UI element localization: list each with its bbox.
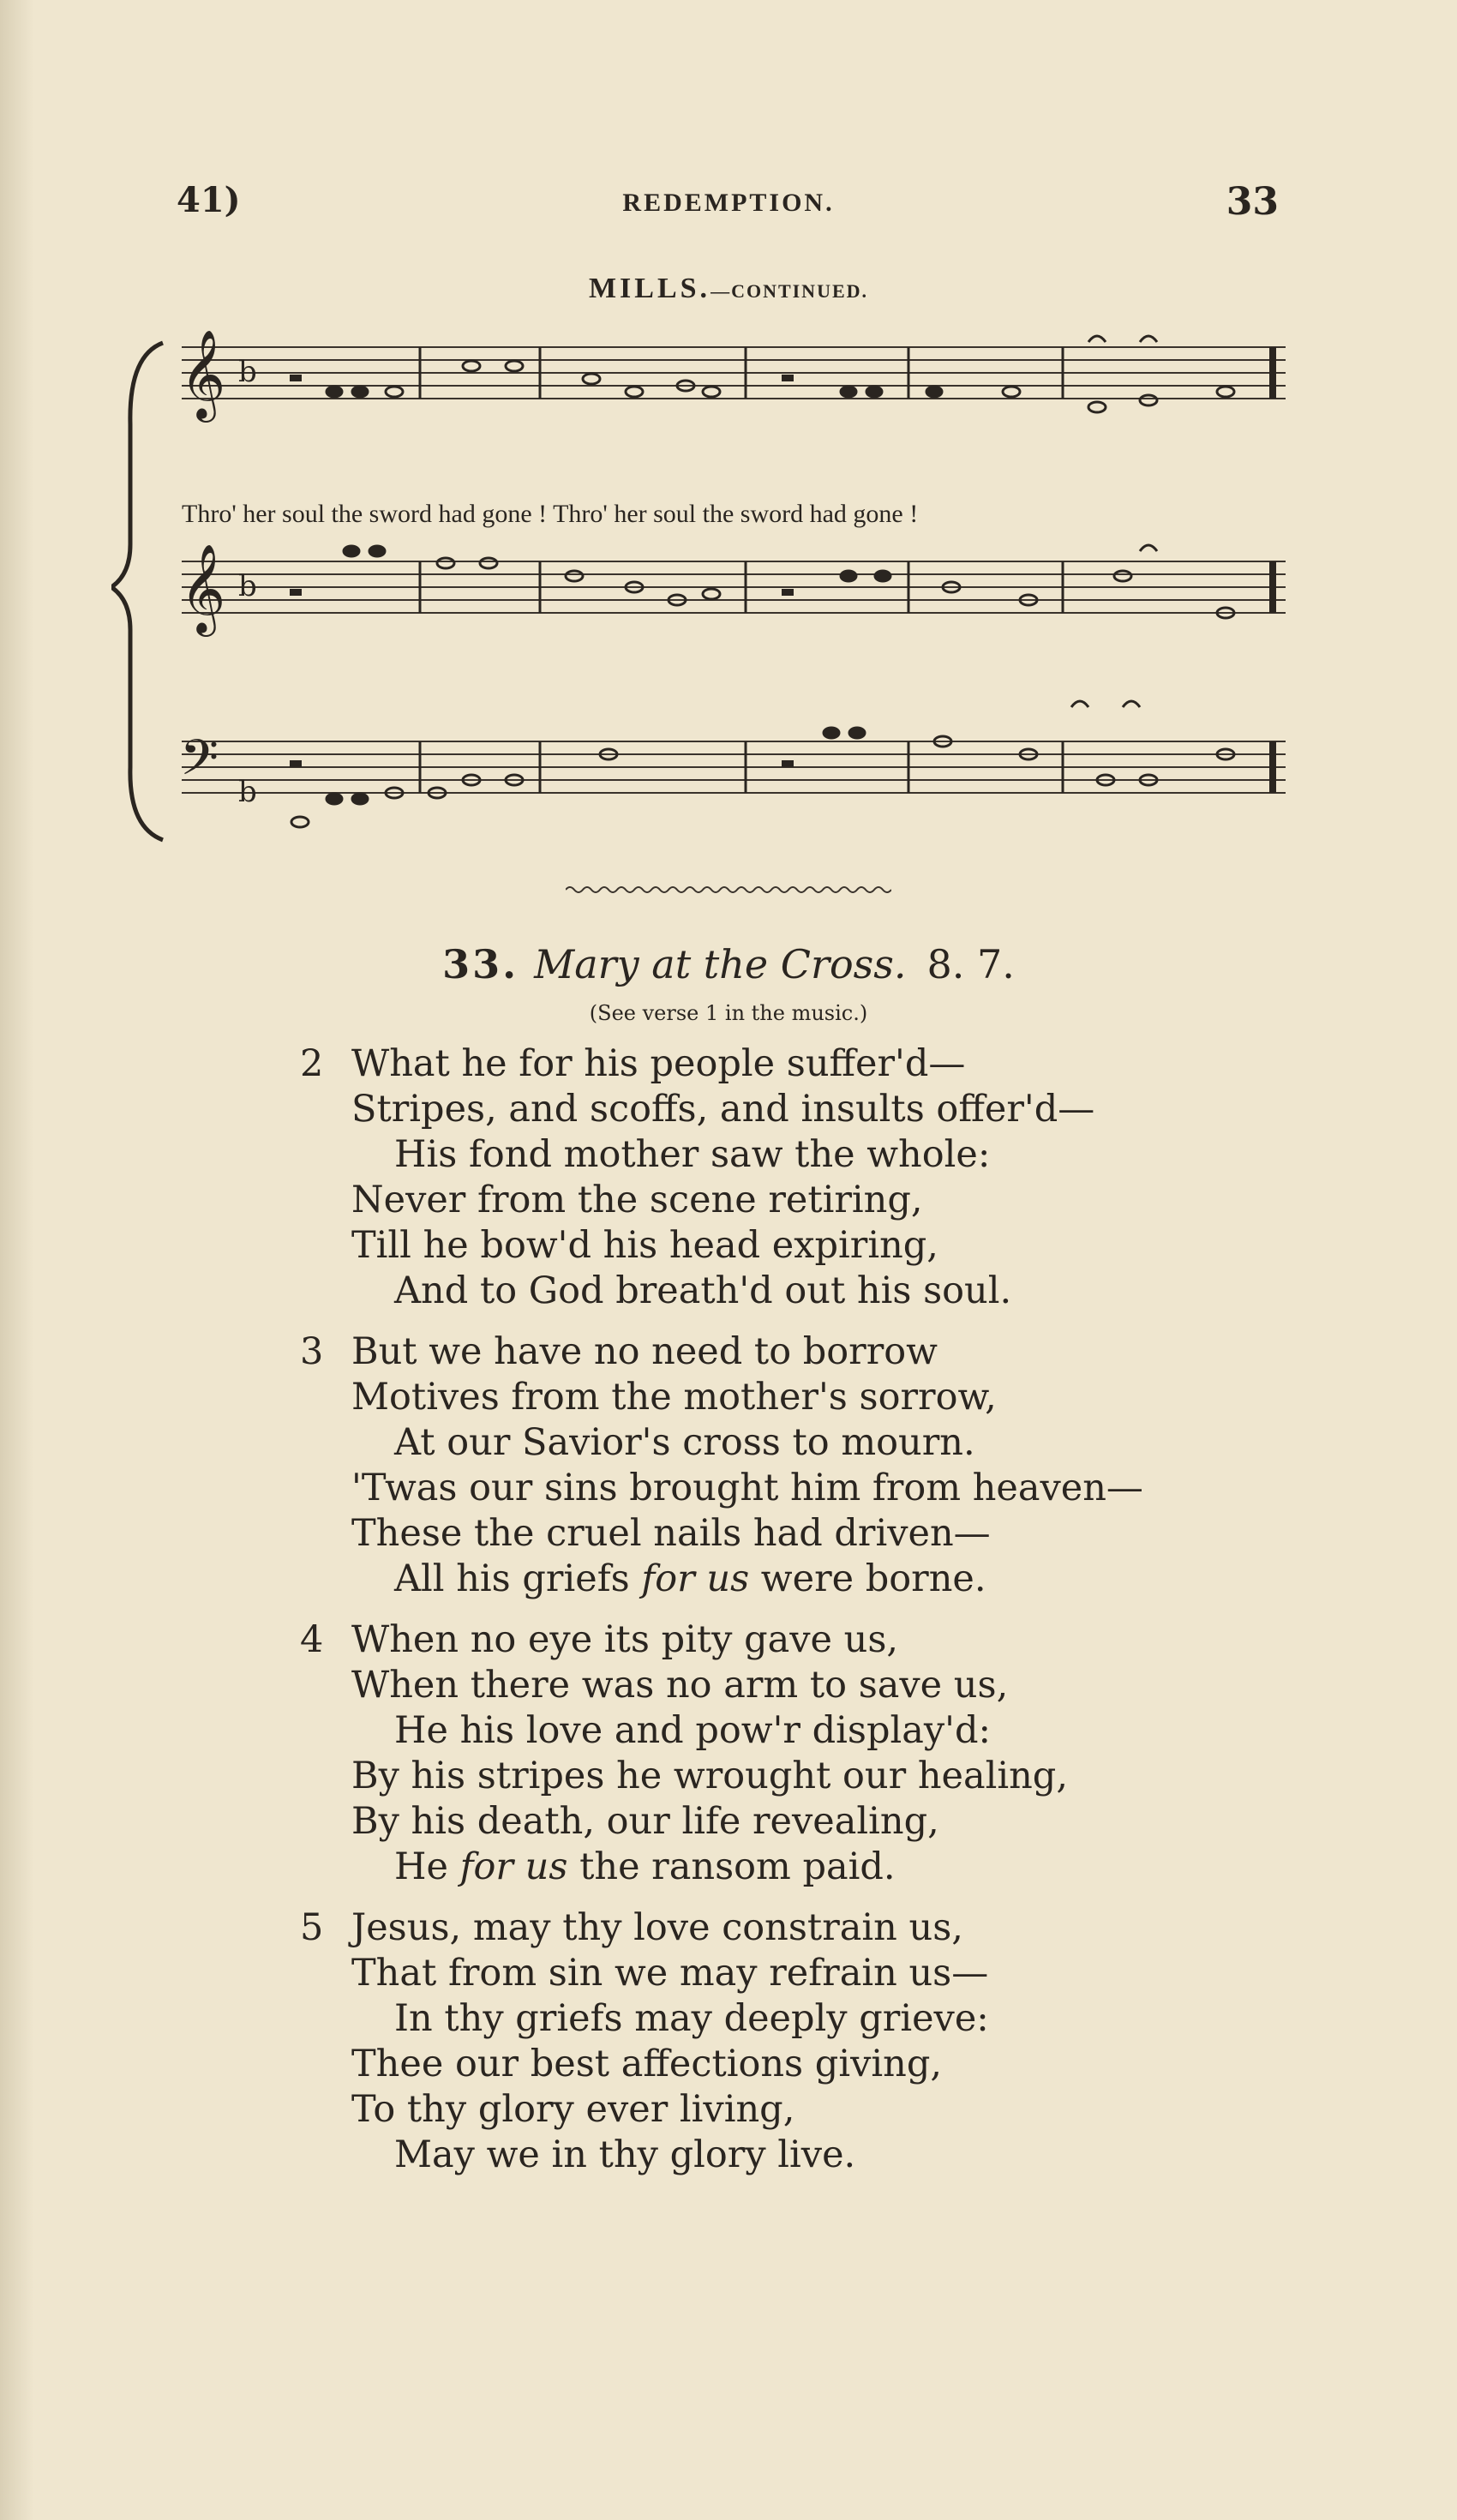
section-ornament <box>566 883 891 897</box>
verse-line <box>0 1951 1457 1996</box>
tune-continued: —CONTINUED. <box>711 280 869 302</box>
verse-line-text: And to God breath'd out his soul. <box>394 1269 1012 1312</box>
verse-line-text: To thy glory ever living, <box>351 2088 795 2131</box>
emphasis: for us <box>459 1845 568 1888</box>
verse-line <box>0 1223 1457 1269</box>
verse-line-text: When no eye its pity gave us, <box>351 1618 899 1661</box>
verse-line <box>0 1905 1457 1951</box>
tune-title <box>0 273 1457 305</box>
verse-line <box>0 1799 1457 1845</box>
verse <box>0 1617 1457 1890</box>
verse-number: 2 <box>300 1042 324 1085</box>
hymn-number: 33. <box>442 941 519 987</box>
music-score <box>111 321 1311 896</box>
hymn-title: Mary at the Cross. <box>534 941 907 987</box>
verse-line <box>0 1375 1457 1420</box>
verse-line <box>0 1329 1457 1375</box>
verse-line-text: At our Savior's cross to mourn. <box>394 1421 975 1464</box>
bass-clef: 𝄢 <box>180 729 219 799</box>
verse-line <box>0 1041 1457 1087</box>
verse-line <box>0 1420 1457 1466</box>
header-title: REDEMPTION. <box>622 189 835 217</box>
verse-line-text: All his griefs for us were borne. <box>394 1557 986 1600</box>
verse-line <box>0 1466 1457 1511</box>
verse-line <box>0 1845 1457 1890</box>
verse-line-text: Never from the scene retiring, <box>351 1179 923 1221</box>
hymn-note: (See verse 1 in the music.) <box>589 1001 868 1025</box>
verse-line-text: May we in thy glory live. <box>394 2133 856 2176</box>
verse-line-text: Motives from the mother's sorrow, <box>351 1376 997 1419</box>
verse-line <box>0 1132 1457 1178</box>
tune-name: MILLS. <box>588 273 711 304</box>
verse-line-text: His fond mother saw the whole: <box>394 1133 991 1176</box>
verse-line-text: Till he bow'd his head expiring, <box>351 1224 938 1267</box>
verse-line-text: Jesus, may thy love constrain us, <box>351 1906 963 1949</box>
key-flat-3: b <box>238 775 257 809</box>
verse-line-text: He for us the ransom paid. <box>394 1845 896 1888</box>
key-flat-1: b <box>238 355 257 389</box>
verse <box>0 1041 1457 1314</box>
verse-line <box>0 1269 1457 1314</box>
verse-number: 5 <box>300 1906 324 1949</box>
key-flat-2: b <box>238 569 257 603</box>
page-number: 33 <box>1226 180 1279 224</box>
verse-line-text: When there was no arm to save us, <box>351 1664 1009 1707</box>
verse-line <box>0 1617 1457 1663</box>
verse-line-text: What he for his people suffer'd— <box>351 1042 966 1085</box>
verse-line-text: Thee our best affections giving, <box>351 2043 943 2085</box>
verse-line <box>0 1511 1457 1557</box>
verse-line <box>0 1708 1457 1754</box>
note-heads <box>291 361 1234 827</box>
treble-clef-2: 𝄞 <box>180 543 226 633</box>
verse-line-text: He his love and pow'r display'd: <box>394 1709 992 1752</box>
verse <box>0 1329 1457 1602</box>
verse-line-text: By his death, our life revealing, <box>351 1800 939 1843</box>
verse-line-text: 'Twas our sins brought him from heaven— <box>351 1467 1143 1509</box>
verse-line <box>0 1087 1457 1132</box>
hymn-heading <box>0 941 1457 987</box>
verse-number: 3 <box>300 1330 324 1373</box>
verse-line <box>0 1178 1457 1223</box>
verse-line-text: These the cruel nails had driven— <box>351 1512 991 1555</box>
verse-line <box>0 1996 1457 2042</box>
music-lyric: Thro' her soul the sword had gone ! Thro' her soul the sword had gone ! <box>182 500 919 528</box>
verse-line <box>0 2042 1457 2087</box>
hymn-meter: 8. 7. <box>926 941 1015 987</box>
verse-line-text: By his stripes he wrought our healing, <box>351 1755 1069 1797</box>
treble-clef-1: 𝄞 <box>180 329 226 419</box>
running-header <box>0 180 1457 231</box>
fermatas <box>1071 336 1157 707</box>
verse-line <box>0 2087 1457 2133</box>
verse-number: 4 <box>300 1618 324 1661</box>
verse-line-text: Stripes, and scoffs, and insults offer'd— <box>351 1088 1095 1131</box>
treble-staff-2 <box>182 561 1286 613</box>
rests <box>290 375 794 767</box>
verse-line-text: But we have no need to borrow <box>351 1330 938 1373</box>
bass-staff <box>182 741 1286 793</box>
verse-line <box>0 1754 1457 1799</box>
verse-line <box>0 2133 1457 2178</box>
verse-line <box>0 1557 1457 1602</box>
header-left-mark: 41) <box>177 180 241 220</box>
verse-line <box>0 1663 1457 1708</box>
verse-line-text: In thy griefs may deeply grieve: <box>394 1997 989 2040</box>
verse <box>0 1905 1457 2178</box>
system-brace <box>111 343 163 840</box>
verses-container <box>0 1041 1457 2193</box>
emphasis: for us <box>641 1557 750 1600</box>
treble-staff-1 <box>182 347 1286 399</box>
verse-line-text: That from sin we may refrain us— <box>351 1952 989 1995</box>
